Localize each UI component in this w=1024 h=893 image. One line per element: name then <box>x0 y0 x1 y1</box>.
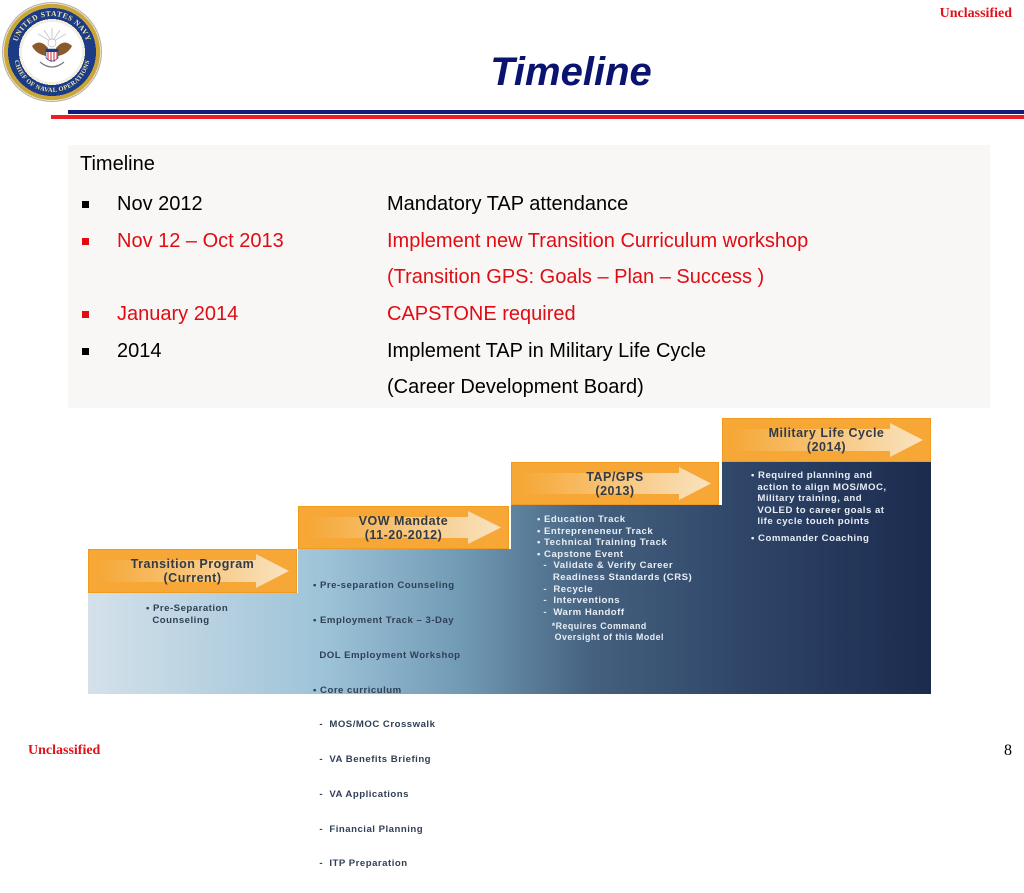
step-footnote: Oversight of this Model <box>537 632 664 643</box>
step-item: - ITP Preparation <box>313 858 408 870</box>
step-body-transition-program <box>146 603 228 626</box>
seal-bottom-text: CHIEF OF NAVAL OPERATIONS <box>12 59 92 95</box>
step-item: Military training, and <box>751 493 863 505</box>
step-title: Transition Program <box>130 557 255 571</box>
timeline-description: (Transition GPS: Goals – Plan – Success ) <box>387 266 765 288</box>
timeline-date: 2014 <box>117 340 162 362</box>
timeline-heading: Timeline <box>80 153 155 175</box>
step-subtitle: (Current) <box>163 571 222 585</box>
step-item: life cycle touch points <box>751 516 870 528</box>
timeline-description: Implement TAP in Military Life Cycle <box>387 340 706 362</box>
classification-label-top: Unclassified <box>939 6 1012 21</box>
timeline-date: Nov 2012 <box>117 193 203 215</box>
step-subtitle: (2014) <box>806 440 847 454</box>
step-item: • Pre-Separation <box>146 603 229 614</box>
step-item: • Commander Coaching <box>751 532 870 544</box>
step-body-tap-gps <box>537 514 692 643</box>
step-item: • Core curriculum <box>313 684 402 696</box>
timeline-row <box>68 228 990 254</box>
timeline-row-continuation <box>68 374 990 400</box>
step-item: • Employment Track – 3-Day <box>313 614 455 626</box>
step-item: - Validate & Verify Career <box>537 560 674 572</box>
timeline-description: Implement new Transition Curriculum workshop <box>387 230 809 252</box>
square-bullet-icon <box>82 201 89 208</box>
timeline-date: Nov 12 – Oct 2013 <box>117 230 284 252</box>
step-item: • Pre-separation Counseling <box>313 580 455 592</box>
step-item: DOL Employment Workshop <box>313 649 461 661</box>
step-item: - Financial Planning <box>313 823 424 835</box>
timeline-row <box>68 338 990 364</box>
step-item: • Capstone Event <box>537 548 624 560</box>
step-title: VOW Mandate <box>358 513 449 528</box>
timeline-text-box <box>68 145 990 408</box>
step-item: - Recycle <box>537 583 594 595</box>
step-title: TAP/GPS <box>586 469 644 484</box>
step-body-vow-mandate <box>313 557 461 893</box>
step-item: • Education Track <box>537 514 626 525</box>
slide-title: Timeline <box>490 50 652 94</box>
step-item: Counseling <box>146 614 210 626</box>
timeline-row <box>68 191 990 217</box>
step-item: Readiness Standards (CRS) <box>537 571 693 583</box>
timeline-row-continuation <box>68 264 990 290</box>
title-rule-navy <box>68 110 1024 114</box>
step-header-tap-gps <box>511 462 719 505</box>
square-bullet-icon <box>82 348 89 355</box>
step-item: - VA Applications <box>313 788 409 800</box>
seal-top-text: UNITED STATES NAVY <box>10 8 94 43</box>
square-bullet-icon <box>82 238 89 245</box>
step-item: - VA Benefits Briefing <box>313 754 432 766</box>
step-item: • Required planning and <box>751 470 873 481</box>
step-subtitle: (2013) <box>595 483 635 498</box>
classification-label-bottom: Unclassified <box>28 743 101 758</box>
step-item: - Interventions <box>537 595 621 607</box>
step-header-military-life-cycle <box>722 418 931 462</box>
step-item: - Warm Handoff <box>537 606 625 618</box>
step-subtitle: (11-20-2012) <box>364 527 443 542</box>
step-header-transition-program <box>88 549 297 593</box>
title-rule-red <box>51 115 1024 119</box>
step-title: Military Life Cycle <box>768 426 885 440</box>
step-item: action to align MOS/MOC, <box>751 481 887 493</box>
step-footnote: *Requires Command <box>537 621 647 632</box>
timeline-description: CAPSTONE required <box>387 303 576 325</box>
timeline-description: Mandatory TAP attendance <box>387 193 629 215</box>
timeline-row <box>68 301 990 327</box>
timeline-date: January 2014 <box>117 303 239 325</box>
step-item: VOLED to career goals at <box>751 504 885 516</box>
step-item: • Entrepreneneur Track <box>537 525 654 537</box>
step-item: • Technical Training Track <box>537 537 668 549</box>
step-item: - MOS/MOC Crosswalk <box>313 719 436 731</box>
page-number: 8 <box>1004 742 1012 759</box>
square-bullet-icon <box>82 311 89 318</box>
step-body-military-life-cycle <box>751 470 887 545</box>
step-header-vow-mandate <box>298 506 509 549</box>
timeline-description: (Career Development Board) <box>387 376 644 398</box>
